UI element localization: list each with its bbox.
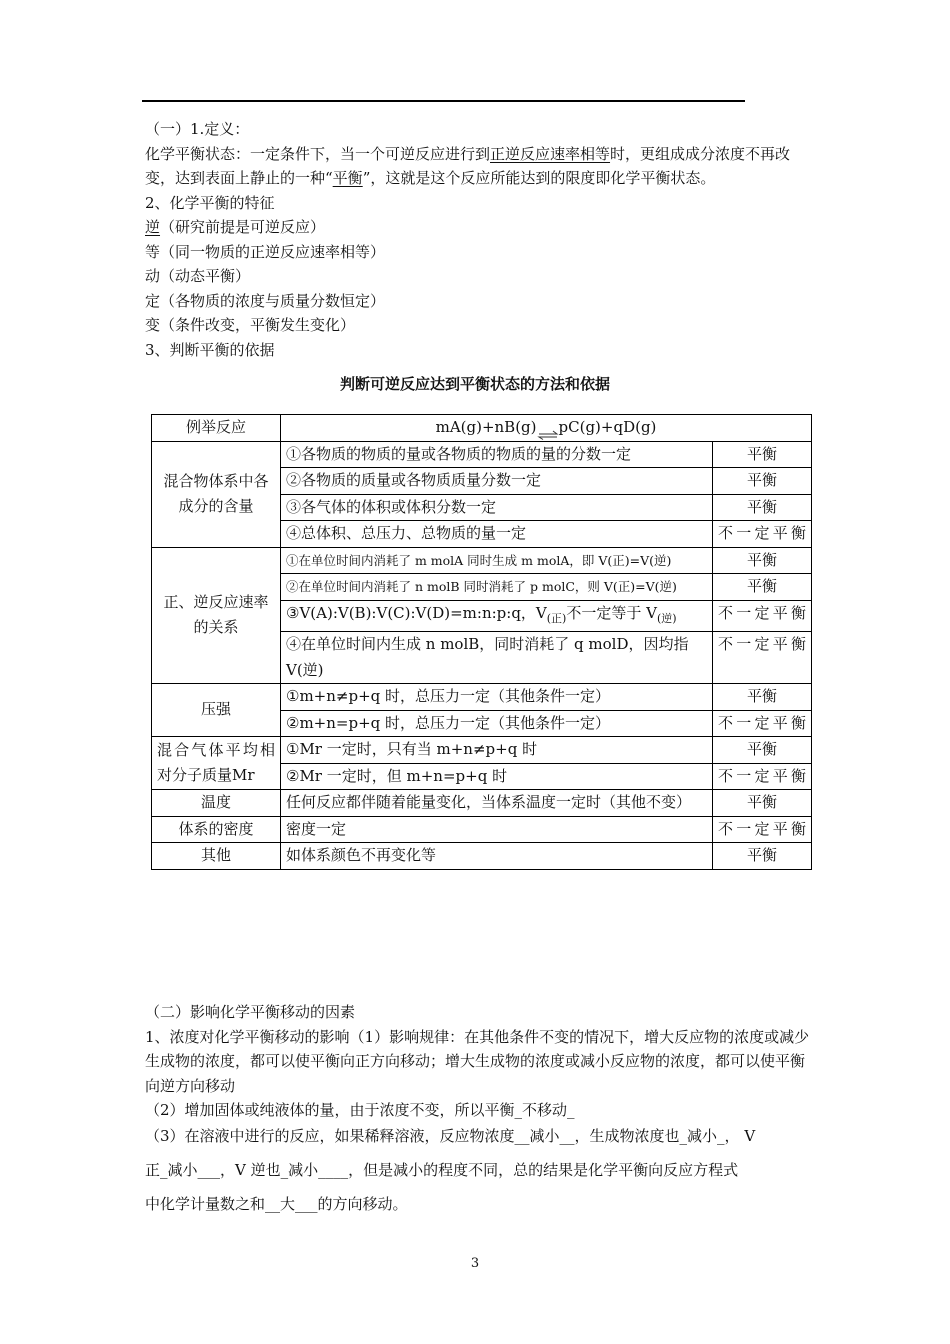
group-molar-mass-label: 混合气体平均相对分子质量Mr bbox=[152, 737, 281, 790]
forward-subscript: (正) bbox=[546, 611, 567, 625]
feature-4: 定（各物质的浓度与质量分数恒定） bbox=[145, 291, 386, 310]
section1 bbox=[145, 117, 810, 362]
definition-underline-balance: 平衡 bbox=[332, 169, 363, 187]
reversible-arrow-icon bbox=[537, 423, 559, 433]
table-row bbox=[152, 790, 812, 817]
condition-cell: ①m+n≠p+q 时，总压力一定（其他条件一定） bbox=[281, 684, 713, 711]
dilution-line-2: 正_减小___，V 逆也_减小____，但是减小的程度不同，总的结果是化学平衡向反应方程式 bbox=[145, 1160, 739, 1179]
condition-cell: ②m+n=p+q 时，总压力一定（其他条件一定） bbox=[281, 710, 713, 737]
feature-3: 动（动态平衡） bbox=[145, 267, 251, 285]
dilution-line-1: （3）在溶液中进行的反应，如果稀释溶液，反应物浓度__减小__，生成物浓度也_减小_， V bbox=[145, 1126, 756, 1145]
page-number: 3 bbox=[470, 1256, 480, 1271]
condition-cell: 如体系颜色不再变化等 bbox=[281, 843, 713, 870]
result-cell: 不一定平衡 bbox=[713, 763, 812, 790]
condition-cell bbox=[281, 600, 713, 632]
section2 bbox=[145, 1000, 810, 1221]
table-row bbox=[152, 547, 812, 574]
result-cell: 平衡 bbox=[713, 737, 812, 764]
reverse-subscript: (逆) bbox=[656, 611, 677, 625]
table-row bbox=[152, 843, 812, 870]
result-cell: 平衡 bbox=[713, 494, 812, 521]
criteria-table bbox=[151, 414, 812, 870]
result-cell: 平衡 bbox=[713, 574, 812, 601]
group-density-label: 体系的密度 bbox=[152, 816, 281, 843]
equation-left: mA(g)+nB(g) bbox=[435, 418, 537, 436]
group-content-label: 混合物体系中各成分的含量 bbox=[152, 441, 281, 547]
header-rule bbox=[142, 100, 745, 102]
definition-paragraph bbox=[145, 142, 810, 191]
condition-cell: ②Mr 一定时，但 m+n=p+q 时 bbox=[281, 763, 713, 790]
feature-2: 等（同一物质的正逆反应速率相等） bbox=[145, 242, 386, 261]
condition-cell: 密度一定 bbox=[281, 816, 713, 843]
result-cell: 不一定平衡 bbox=[713, 632, 812, 684]
feature-5: 变（条件改变，平衡发生变化） bbox=[145, 316, 356, 334]
condition-cell: ①各物质的物质的量或各物质的物质的量的分数一定 bbox=[281, 441, 713, 468]
condition-cell: ②各物质的质量或各物质质量分数一定 bbox=[281, 468, 713, 495]
reaction-equation bbox=[281, 415, 812, 442]
table-row bbox=[152, 684, 812, 711]
feature-1-text: （研究前提是可逆反应） bbox=[160, 218, 326, 236]
definition-text-c: ”，这就是这个反应所能达到的限度即化学平衡状态。 bbox=[362, 169, 716, 187]
dilution-paragraph bbox=[145, 1119, 810, 1221]
result-cell: 平衡 bbox=[713, 790, 812, 817]
header-label: 例举反应 bbox=[152, 415, 281, 442]
result-cell: 不一定平衡 bbox=[713, 521, 812, 548]
feature-1-key: 逆 bbox=[145, 218, 161, 236]
result-cell: 不一定平衡 bbox=[713, 600, 812, 632]
group-pressure-label: 压强 bbox=[152, 684, 281, 737]
table-header-row bbox=[152, 415, 812, 442]
group-temperature-label: 温度 bbox=[152, 790, 281, 817]
condition-cell: ①Mr 一定时，只有当 m+n≠p+q 时 bbox=[281, 737, 713, 764]
condition-cell: ②在单位时间内消耗了 n molB 同时消耗了 p molC，则 V(正)=V(逆) bbox=[281, 574, 713, 601]
dilution-line-3: 中化学计量数之和__大___的方向移动。 bbox=[145, 1194, 408, 1213]
basis-heading: 3、判断平衡的依据 bbox=[145, 340, 275, 359]
section2-heading: （二）影响化学平衡移动的因素 bbox=[145, 1003, 356, 1021]
rate-ratio-text-b: 不一定等于 V bbox=[566, 603, 657, 622]
result-cell: 平衡 bbox=[713, 441, 812, 468]
equation-right: pC(g)+qD(g) bbox=[558, 418, 657, 436]
definition-text-a: 化学平衡状态：一定条件下，当一个可逆反应进行到 bbox=[145, 144, 491, 163]
section1-heading: （一）1.定义： bbox=[145, 120, 250, 138]
group-rate-label: 正、逆反应速率的关系 bbox=[152, 547, 281, 684]
table-row bbox=[152, 441, 812, 468]
solid-liquid-paragraph: （2）增加固体或纯液体的量，由于浓度不变，所以平衡_不移动_ bbox=[145, 1101, 575, 1119]
condition-cell: ④在单位时间内生成 n molB，同时消耗了 q molD，因均指 V(逆) bbox=[281, 632, 713, 684]
result-cell: 平衡 bbox=[713, 547, 812, 574]
result-cell: 平衡 bbox=[713, 843, 812, 870]
table-row bbox=[152, 816, 812, 843]
concentration-rule-paragraph: 1、浓度对化学平衡移动的影响（1）影响规律：在其他条件不变的情况下，增大反应物的浓度或减少生成物的浓度，都可以使平衡向正方向移动；增大生成物的浓度或减小反应物的浓度，都可以使平衡向逆方向移动 bbox=[145, 1027, 810, 1095]
condition-cell: ③各气体的体积或体积分数一定 bbox=[281, 494, 713, 521]
feature-1 bbox=[145, 215, 810, 240]
features-heading: 2、化学平衡的特征 bbox=[145, 193, 275, 212]
result-cell: 不一定平衡 bbox=[713, 816, 812, 843]
definition-underline-rate: 正逆反应速率相等 bbox=[490, 144, 611, 163]
condition-cell: 任何反应都伴随着能量变化，当体系温度一定时（其他不变） bbox=[281, 790, 713, 817]
definition-text-b: 时，更组成成分浓度不再改变，达到表面上静止的一种“ bbox=[145, 144, 791, 187]
result-cell: 平衡 bbox=[713, 468, 812, 495]
group-other-label: 其他 bbox=[152, 843, 281, 870]
condition-cell: ④总体积、总压力、总物质的量一定 bbox=[281, 521, 713, 548]
condition-cell: ①在单位时间内消耗了 m molA 同时生成 m molA，即 V(正)=V(逆) bbox=[281, 547, 713, 574]
table-title: 判断可逆反应达到平衡状态的方法和依据 bbox=[339, 375, 610, 393]
result-cell: 不一定平衡 bbox=[713, 710, 812, 737]
table-row bbox=[152, 737, 812, 764]
result-cell: 平衡 bbox=[713, 684, 812, 711]
rate-ratio-text: ③V(A):V(B):V(C):V(D)=m:n:p:q，V bbox=[286, 603, 547, 622]
